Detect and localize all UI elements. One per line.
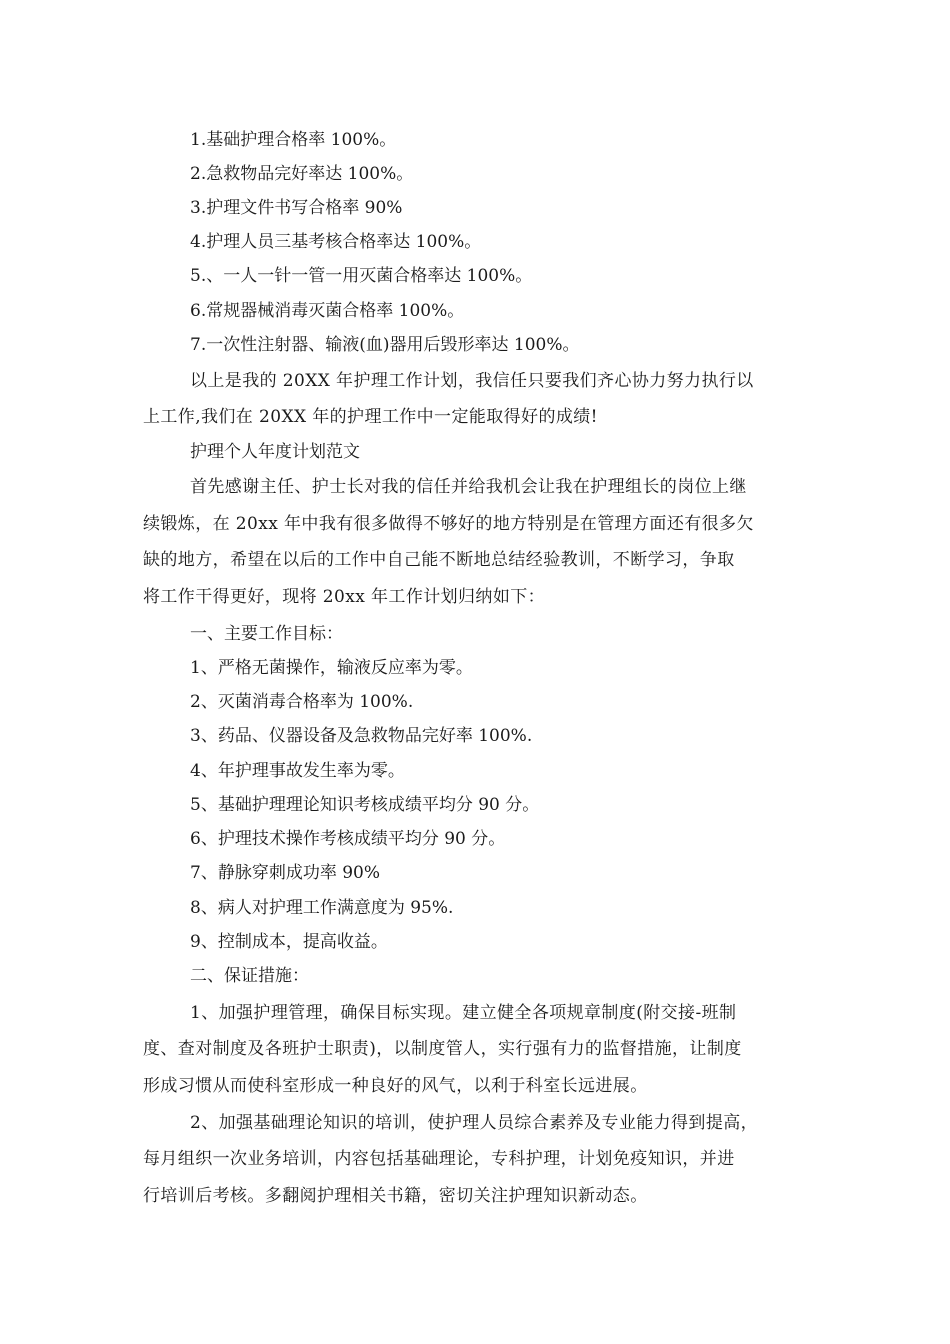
goal-item: 9、控制成本，提高收益。 bbox=[190, 932, 388, 952]
section-title: 护理个人年度计划范文 bbox=[190, 442, 360, 462]
goal-item: 5、基础护理理论知识考核成绩平均分 90 分。 bbox=[190, 795, 540, 815]
list-item: 2.急救物品完好率达 100%。 bbox=[190, 164, 414, 184]
goal-item: 3、药品、仪器设备及急救物品完好率 100%. bbox=[190, 726, 533, 746]
list-item: 4.护理人员三基考核合格率达 100%。 bbox=[190, 232, 482, 252]
intro-line: 缺的地方，希望在以后的工作中自己能不断地总结经验教训，不断学习，争取 bbox=[143, 550, 735, 570]
intro-line: 将工作干得更好，现将 20xx 年工作计划归纳如下： bbox=[143, 587, 546, 607]
list-item: 5.、一人一针一管一用灭菌合格率达 100%。 bbox=[190, 266, 533, 286]
intro-line: 续锻炼，在 20xx 年中我有很多做得不够好的地方特别是在管理方面还有很多欠 bbox=[143, 514, 754, 534]
goal-item: 4、年护理事故发生率为零。 bbox=[190, 761, 405, 781]
measure-line: 每月组织一次业务培训，内容包括基础理论，专科护理，计划免疫知识，并进 bbox=[143, 1149, 735, 1169]
goal-item: 6、护理技术操作考核成绩平均分 90 分。 bbox=[190, 829, 506, 849]
summary-line: 以上是我的 20XX 年护理工作计划，我信任只要我们齐心协力努力执行以 bbox=[190, 371, 754, 391]
heading-measures: 二、保证措施： bbox=[190, 966, 309, 986]
measure-line: 行培训后考核。多翻阅护理相关书籍，密切关注护理知识新动态。 bbox=[143, 1186, 648, 1206]
list-item: 6.常规器械消毒灭菌合格率 100%。 bbox=[190, 301, 465, 321]
intro-line: 首先感谢主任、护士长对我的信任并给我机会让我在护理组长的岗位上继 bbox=[190, 477, 747, 497]
goal-item: 2、灭菌消毒合格率为 100%. bbox=[190, 692, 414, 712]
list-item: 7.一次性注射器、输液(血)器用后毁形率达 100%。 bbox=[190, 335, 580, 355]
list-item: 3.护理文件书写合格率 90% bbox=[190, 198, 403, 218]
goal-item: 8、病人对护理工作满意度为 95%. bbox=[190, 898, 454, 918]
measure-line: 1、加强护理管理，确保目标实现。建立健全各项规章制度(附交接-班制 bbox=[190, 1003, 737, 1023]
summary-line: 上工作,我们在 20XX 年的护理工作中一定能取得好的成绩! bbox=[143, 407, 598, 427]
measure-line: 2、加强基础理论知识的培训，使护理人员综合素养及专业能力得到提高， bbox=[190, 1113, 759, 1133]
list-item: 1.基础护理合格率 100%。 bbox=[190, 130, 397, 150]
goal-item: 7、静脉穿刺成功率 90% bbox=[190, 863, 381, 883]
heading-goals: 一、主要工作目标： bbox=[190, 624, 343, 644]
goal-item: 1、严格无菌操作，输液反应率为零。 bbox=[190, 658, 473, 678]
measure-line: 形成习惯从而使科室形成一种良好的风气，以利于科室长远进展。 bbox=[143, 1076, 648, 1096]
measure-line: 度、查对制度及各班护士职责)，以制度管人，实行强有力的监督措施，让制度 bbox=[143, 1039, 742, 1059]
